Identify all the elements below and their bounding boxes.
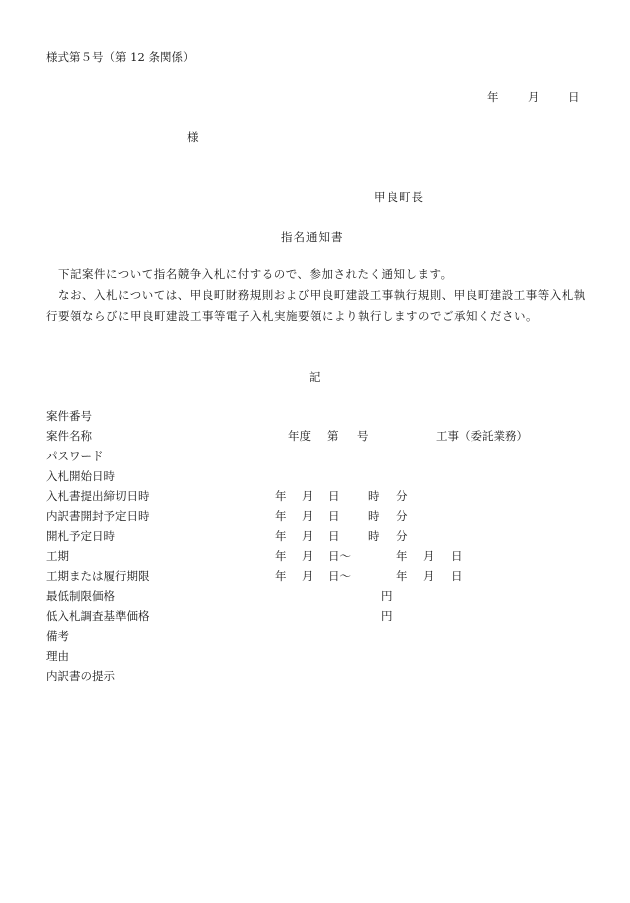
- koki-month-to: 月: [423, 549, 435, 563]
- label-uchiwake-kaifu: 内訳書開封予定日時: [46, 509, 150, 523]
- teishutsu-year: 年: [275, 489, 287, 503]
- label-teishutsu-shimekiri: 入札書提出締切日時: [46, 489, 150, 503]
- date-year-label: 年: [487, 90, 499, 104]
- saitei-seigen-yen: 円: [381, 589, 393, 603]
- koki-rikou-year-to: 年: [396, 569, 408, 583]
- koki-rikou-month: 月: [302, 569, 314, 583]
- date-day-label: 日: [568, 90, 580, 104]
- anken-meisho-go: 号: [357, 429, 369, 443]
- uchiwake-month: 月: [302, 509, 314, 523]
- koki-rikou-day-to: 日: [451, 569, 463, 583]
- uchiwake-minute: 分: [396, 509, 408, 523]
- form-number: 様式第５号（第 12 条関係）: [46, 50, 195, 64]
- tei-nyusatsu-yen: 円: [381, 609, 393, 623]
- document-title: 指名通知書: [281, 230, 344, 244]
- anken-meisho-koji: 工事（委託業務）: [436, 429, 528, 443]
- label-koki-rikou: 工期または履行期限: [46, 569, 150, 583]
- uchiwake-year: 年: [275, 509, 287, 523]
- koki-year: 年: [275, 549, 287, 563]
- kaisatsu-day: 日: [328, 529, 340, 543]
- koki-year-to: 年: [396, 549, 408, 563]
- label-koki: 工期: [46, 549, 69, 563]
- kaisatsu-year: 年: [275, 529, 287, 543]
- body-paragraph-2: なお、入札については、甲良町財務規則および甲良町建設工事執行規則、甲良町建設工事等入札執行要領ならびに甲良町建設工事等電子入札実施要領により執行しますのでご承知ください。: [46, 288, 586, 323]
- body-paragraph-1: 下記案件について指名競争入札に付するので、参加されたく通知します。: [58, 267, 453, 281]
- koki-month: 月: [302, 549, 314, 563]
- kaisatsu-hour: 時: [368, 529, 380, 543]
- kaisatsu-minute: 分: [396, 529, 408, 543]
- label-nyusatsu-kaishi: 入札開始日時: [46, 469, 115, 483]
- uchiwake-hour: 時: [368, 509, 380, 523]
- label-saitei-seigen: 最低制限価格: [46, 589, 115, 603]
- koki-day-from: 日～: [328, 549, 351, 563]
- label-tei-nyusatsu: 低入札調査基準価格: [46, 609, 150, 623]
- teishutsu-month: 月: [302, 489, 314, 503]
- label-riyu: 理由: [46, 649, 69, 663]
- label-biko: 備考: [46, 629, 69, 643]
- label-anken-bango: 案件番号: [46, 409, 92, 423]
- kaisatsu-month: 月: [302, 529, 314, 543]
- uchiwake-day: 日: [328, 509, 340, 523]
- label-password: パスワード: [46, 449, 104, 463]
- koki-rikou-month-to: 月: [423, 569, 435, 583]
- koki-rikou-day-from: 日～: [328, 569, 351, 583]
- teishutsu-hour: 時: [368, 489, 380, 503]
- label-anken-meisho: 案件名称: [46, 429, 92, 443]
- issuer: 甲良町長: [374, 190, 424, 204]
- teishutsu-minute: 分: [396, 489, 408, 503]
- recipient-suffix: 様: [187, 130, 199, 144]
- ki-heading: 記: [309, 370, 321, 384]
- anken-meisho-dai: 第: [327, 429, 339, 443]
- koki-rikou-year: 年: [275, 569, 287, 583]
- date-month-label: 月: [528, 90, 540, 104]
- anken-meisho-nendo: 年度: [288, 429, 311, 443]
- label-kaisatsu: 開札予定日時: [46, 529, 115, 543]
- koki-day-to: 日: [451, 549, 463, 563]
- teishutsu-day: 日: [328, 489, 340, 503]
- label-uchiwake-teiji: 内訳書の提示: [46, 669, 115, 683]
